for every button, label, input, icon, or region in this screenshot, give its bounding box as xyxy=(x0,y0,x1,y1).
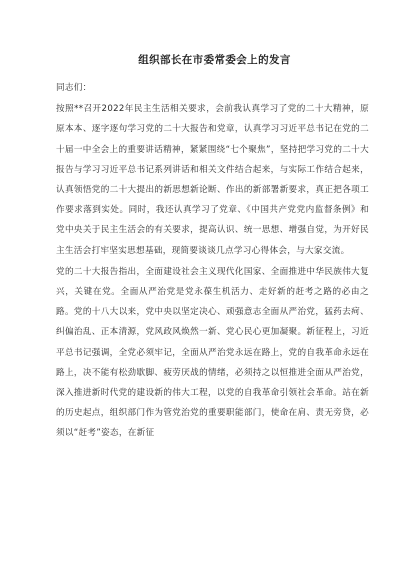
paragraph-2: 党的二十大报告指出，全面建设社会主义现代化国家、全面推进中华民族伟大复兴，关键在党。全面从严治党是党永葆生机活力、走好新的赶考之路的必由之路。党的十八大以来，党中央以坚定决心、顽强意志全面从严治党，猛药去疴、纠偏治乱、正本清源，党风政风焕然一新、党心民心更加凝聚。新征程上，习近平总书记强调，全党必须牢记，全面从严治党永远在路上，党的自我革命永远在路上，决不能有松劲歇脚、疲劳厌战的情绪，必须持之以恒推进全面从严治党，深入推进新时代党的建设新的伟大工程，以党的自我革命引领社会革命。站在新的历史起点，组织部门作为管党治党的重要职能部门，使命在肩、责无旁贷，必须以“赶考”姿态，在新征 xyxy=(56,266,369,439)
salutation: 同志们： xyxy=(56,83,92,93)
document-title: 组织部长在市委常委会上的发言 xyxy=(138,54,291,66)
paragraph-1: 按照**召开2022年民主生活相关要求，会前我认真学习了党的二十大精神，原原本本、逐字逐句学习党的二十大报告和党章，认真学习习近平总书记在党的二十届一中全会上的重要讲话精神，紧紧围绕“七个聚焦”，坚持把学习党的二十大报告与学习习近平总书记系列讲话和相关文件结合起来，与实际工作结合起来，认真领悟党的二十大提出的新思想新论断、作出的新部署新要求，真正把各项工作要求落到实处。同时，我还认真学习了党章、《中国共产党党内监督条例》和党中央关于民主生活会的有关要求，提高认识、统一思想、增强自觉，为开好民主生活会打牢坚实思想基础，现简要谈谈几点学习心得体会，与大家交流。 xyxy=(56,104,369,256)
